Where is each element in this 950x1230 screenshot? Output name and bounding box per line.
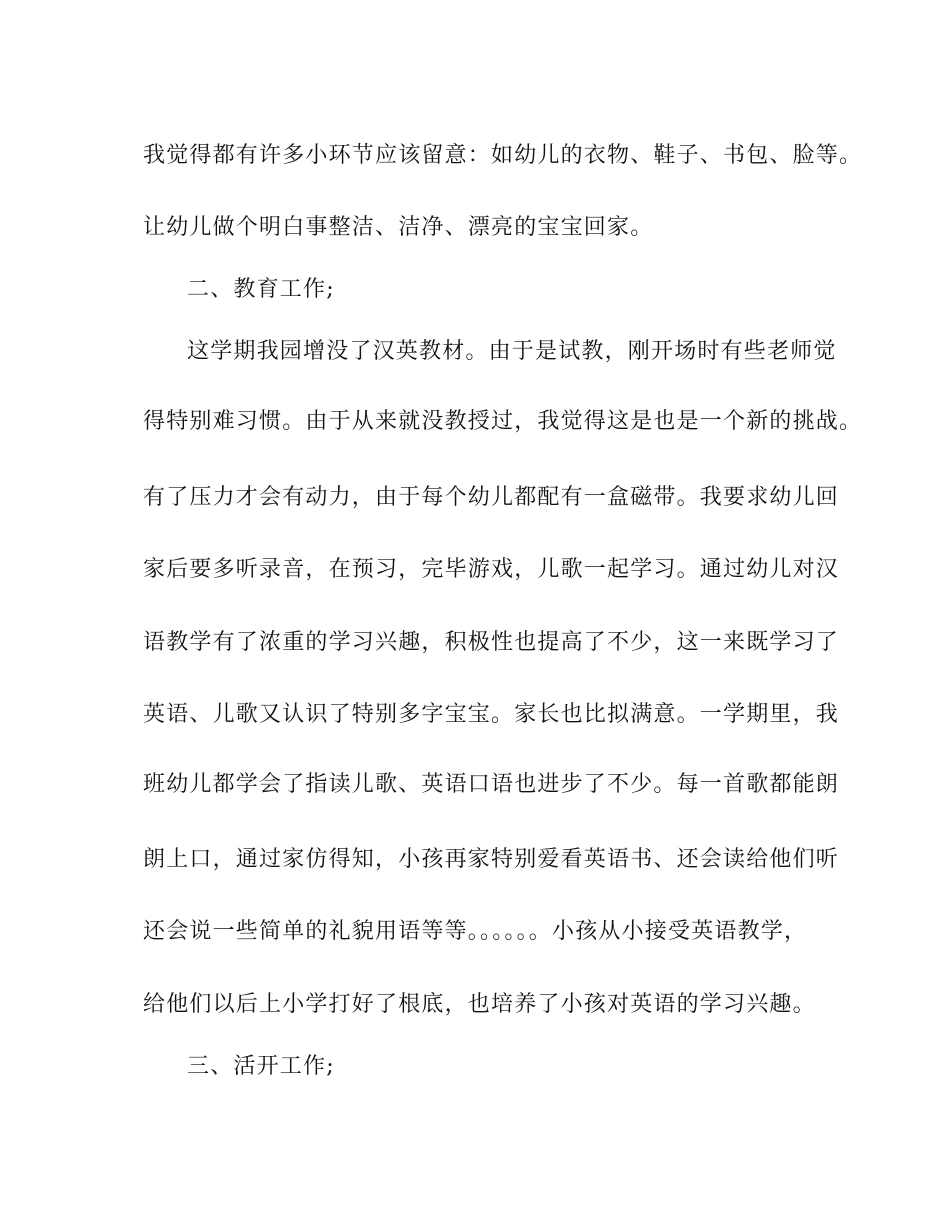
section-heading-activities: 三、活开工作;: [187, 1054, 335, 1079]
text-line-12: 还会说一些简单的礼貌用语等等。。。。。。小孩从小接受英语教学，: [143, 919, 808, 944]
section-heading-education: 二、教育工作;: [187, 277, 335, 302]
text-line-6: 有了压力才会有动力，由于每个幼儿都配有一盒磁带。我要求幼儿回: [143, 485, 840, 510]
text-line-13: 给他们以后上小学打好了根底，也培养了小孩对英语的学习兴趣。: [143, 992, 816, 1017]
text-line-10: 班幼儿都学会了指读儿歌、英语口语也进步了不少。每一首歌都能朗: [143, 772, 840, 797]
text-line-8: 语教学有了浓重的学习兴趣，积极性也提高了不少，这一来既学习了: [143, 630, 840, 655]
text-line-2: 让幼儿做个明白事整洁、洁净、漂亮的宝宝回家。: [143, 215, 654, 240]
text-line-9: 英语、儿歌又认识了特别多字宝宝。家长也比拟满意。一学期里，我: [143, 702, 840, 727]
text-line-11: 朗上口，通过家仿得知，小孩再家特别爱看英语书、还会读给他们听: [143, 847, 840, 872]
text-line-1: 我觉得都有许多小环节应该留意：如幼儿的衣物、鞋子、书包、脸等。: [143, 143, 863, 168]
text-line-4: 这学期我园增没了汉英教材。由于是试教，刚开场时有些老师觉: [187, 339, 837, 364]
text-line-5: 得特别难习惯。由于从来就没教授过，我觉得这是也是一个新的挑战。: [143, 409, 863, 434]
text-line-7: 家后要多听录音，在预习，完毕游戏，儿歌一起学习。通过幼儿对汉: [143, 557, 840, 582]
